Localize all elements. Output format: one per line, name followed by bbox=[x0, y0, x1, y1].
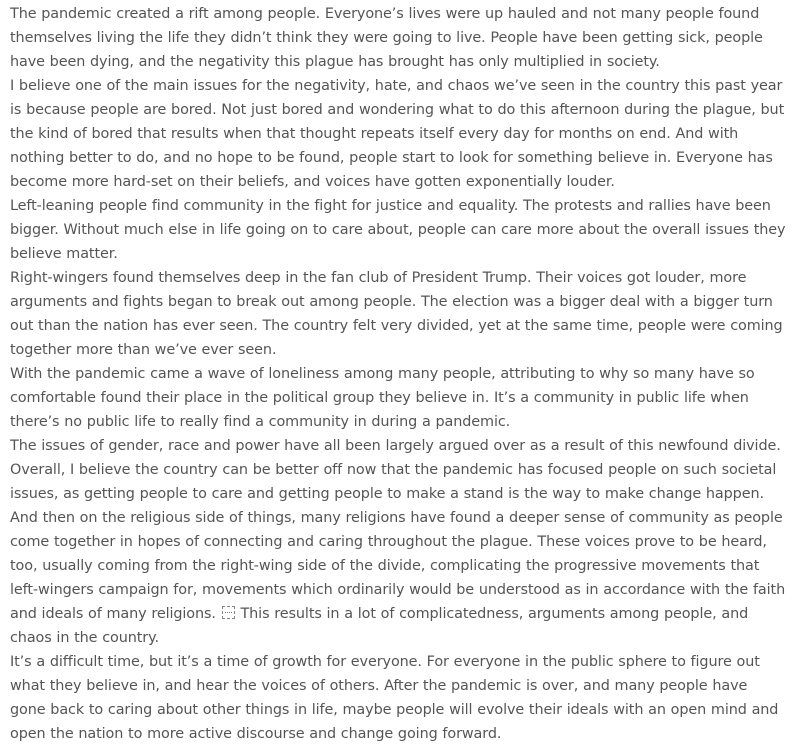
paragraph-right-wingers: Right-wingers found themselves deep in the fan club of President Trump. Their voices got louder, more arguments and fights began to break out among people. The election was a bigger deal with a bigger turn out than the nation has ever seen. The country felt very divided, yet at the same time, people were coming together more than we’ve ever seen. bbox=[10, 270, 783, 358]
line-separator-glyph-icon bbox=[222, 606, 235, 619]
paragraph-religion bbox=[10, 506, 787, 650]
religion-text-end: This results in a lot of complicatedness, arguments among people, and chaos in the country. bbox=[10, 606, 749, 646]
paragraph-loneliness: With the pandemic came a wave of loneliness among many people, attributing to why so many have so comfortable found their place in the political group they believe in. It’s a community in public life when there’s no public life to really find a community in during a pandemic. bbox=[10, 366, 755, 430]
religion-text-start: And then on the religious side of things, many religions have found a deeper sense of community as people come together in hopes of connecting and caring throughout the plague. These voices prove to be heard, too, usually coming from the right-wing side of the divide, complicating the progressive movements that left-wingers campaign for, movements which ordinarily would be understood as in accordance with the faith and ideals of many religions. bbox=[10, 510, 786, 622]
paragraph-boredom: I believe one of the main issues for the negativity, hate, and chaos we’ve seen in the country this past year is because people are bored. Not just bored and wondering what to do this afternoon during the plague, but the kind of bored that results when that thought repeats itself every day for months on end. And with nothing better to do, and no hope to be found, people start to look for something believe in. Everyone has become more hard-set on their beliefs, and voices have gotten exponentially louder. bbox=[10, 78, 785, 190]
paragraph-closing: It’s a difficult time, but it’s a time of growth for everyone. For everyone in the public sphere to figure out what they believe in, and hear the voices of others. After the pandemic is over, and many people have gone back to caring about other things in life, maybe people will evolve their ideals with an open mind and open the nation to more active discourse and change going forward. bbox=[10, 654, 779, 742]
paragraph-left-leaning: Left-leaning people find community in the fight for justice and equality. The protests and rallies have been bigger. Without much else in life going on to care about, people can care more about the overall issues they believe matter. bbox=[10, 198, 786, 262]
paragraph-intro: The pandemic created a rift among people. Everyone’s lives were up hauled and not many people found themselves living the life they didn’t think they were going to live. People have been getting sick, people have been dying, and the negativity this plague has brought has only multiplied in society. bbox=[10, 6, 763, 70]
paragraph-issues: The issues of gender, race and power have all been largely argued over as a result of this newfound divide. Overall, I believe the country can be better off now that the pandemic has focused people on such societal issues, as getting people to care and getting people to make a stand is the way to make change happen. bbox=[10, 438, 781, 502]
